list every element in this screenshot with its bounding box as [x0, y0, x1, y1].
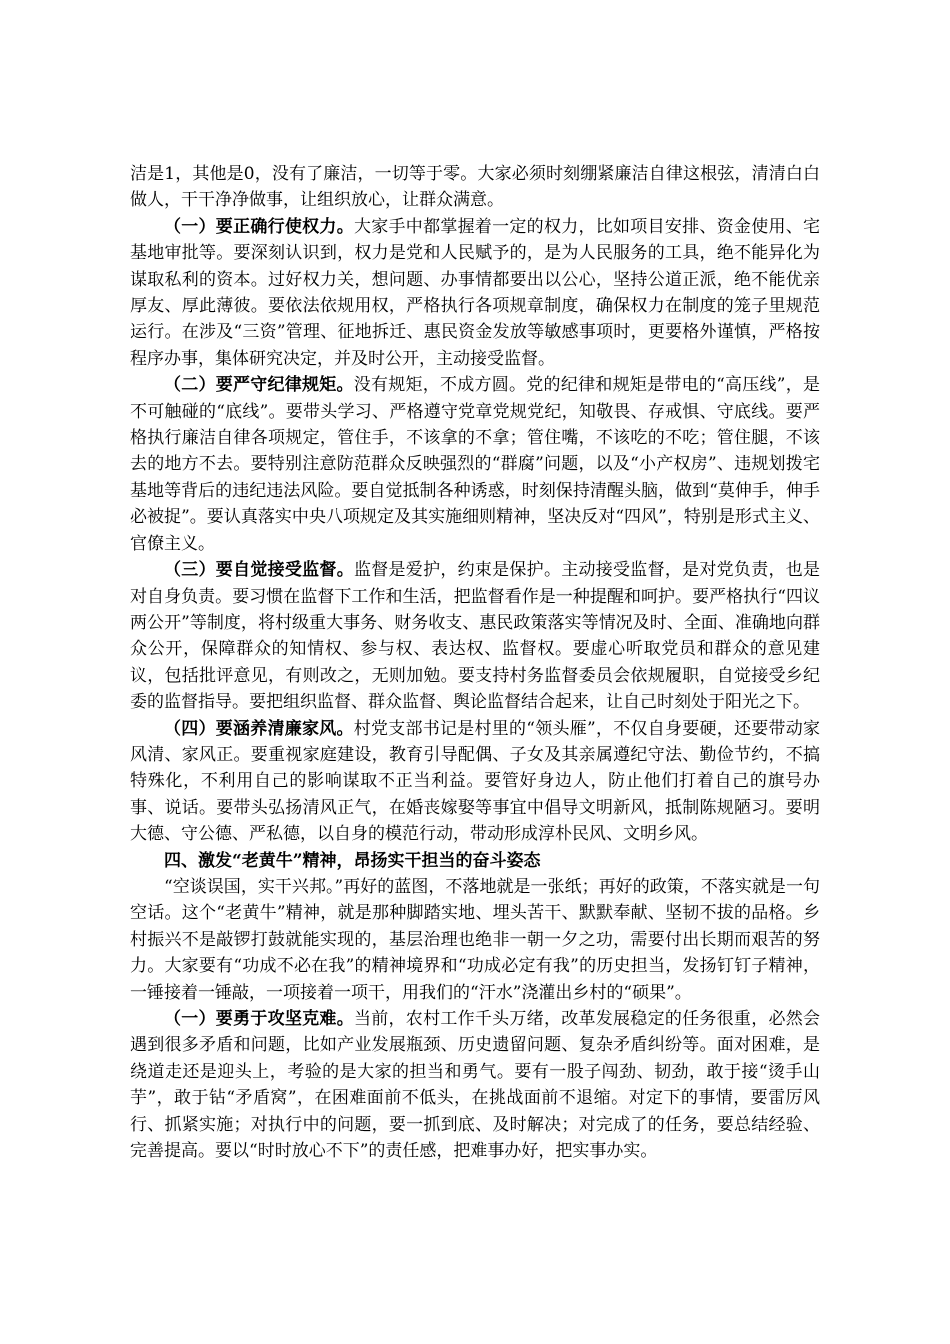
paragraph-1 [130, 161, 820, 214]
paragraph-text: 监督是爱护，约束是保护。主动接受监督，是对党负责，也是对自身负责。要习惯在监督下工作和生活，把监督看作是一种提醒和呵护。要严格执行“四议两公开”等制度，将村级重大事务、财务收支、惠民政策落实等情况及时、全面、准确地向群众公开，保障群众的知情权、参与权、表达权、监督权。要虚心听取党员和群众的意见建议，包括批评意见，有则改之，无则加勉。要支持村务监督委员会依规履职，自觉接受乡纪委的监督指导。要把组织监督、群众监督、舆论监督结合起来，让自己时刻处于阳光之下。 [130, 560, 821, 713]
paragraph-text: 洁是1，其他是0，没有了廉洁，一切等于零。大家必须时刻绷紧廉洁自律这根弦，清清白白做人，干干净净做事，让组织放心，让群众满意。 [130, 164, 820, 211]
paragraph-heading: （四）要涵养清廉家风。 [164, 718, 354, 739]
paragraph-text: 村党支部书记是村里的“领头雁”，不仅自身要硬，还要带动家风清、家风正。要重视家庭建设，教育引导配偶、子女及其亲属遵纪守法、勤俭节约，不搞特殊化，不利用自己的影响谋取不正当利益。要管好身边人，防止他们打着自己的旗号办事、说话。要带头弘扬清风正气，在婚丧嫁娶等事宜中倡导文明新风，抵制陈规陋习。要明大德、守公德、严私德，以自身的模范行动，带动形成淳朴民风、文明乡风。 [130, 718, 820, 845]
paragraph-7 [130, 874, 820, 1006]
paragraph-8 [130, 1006, 820, 1164]
paragraph-heading: （一）要正确行使权力。 [164, 216, 354, 237]
paragraph-2 [130, 214, 820, 372]
paragraph-5 [130, 716, 820, 848]
paragraph-text: 当前，农村工作千头万绪，改革发展稳定的任务很重，必然会遇到很多矛盾和问题，比如产业发展瓶颈、历史遗留问题、复杂矛盾纠纷等。面对困难，是绕道走还是迎头上，考验的是大家的担当和勇气。要有一股子闯劲、韧劲，敢于接“烫手山芋”，敢于钻“矛盾窝”，在困难面前不低头，在挑战面前不退缩。对定下的事情，要雷厉风行、抓紧实施；对执行中的问题，要一抓到底、及时解决；对完成了的任务，要总结经验、完善提高。要以“时时放心不下”的责任感，把难事办好，把实事办实。 [130, 1009, 821, 1162]
paragraph-heading: （一）要勇于攻坚克难。 [164, 1009, 354, 1029]
section-title: 四、激发“老黄牛”精神，昂扬实干担当的奋斗姿态 [164, 850, 541, 871]
paragraph-heading: （二）要严守纪律规矩。 [164, 375, 354, 396]
section-heading [130, 848, 820, 874]
document-body [130, 161, 820, 1164]
paragraph-text: 没有规矩，不成方圆。党的纪律和规矩是带电的“高压线”，是不可触碰的“底线”。要带头学习、严格遵守党章党规党纪，知敬畏、存戒惧、守底线。要严格执行廉洁自律各项规定，管住手，不该拿的不拿；管住嘴，不该吃的不吃；管住腿，不该去的地方不去。要特别注意防范群众反映强烈的“群腐”问题，以及“小产权房”、违规划拨宅基地等背后的违纪违法风险。要自觉抵制各种诱惑，时刻保持清醒头脑，做到“莫伸手，伸手必被捉”。要认真落实中央八项规定及其实施细则精神，坚决反对“四风”，特别是形式主义、官僚主义。 [130, 375, 820, 554]
paragraph-3 [130, 372, 820, 557]
paragraph-heading: （三）要自觉接受监督。 [164, 560, 354, 581]
paragraph-text: 大家手中都掌握着一定的权力，比如项目安排、资金使用、宅基地审批等。要深刻认识到，权力是党和人民赋予的，是为人民服务的工具，绝不能异化为谋取私利的资本。过好权力关，想问题、办事情都要出以公心，坚持公道正派，绝不能优亲厚友、厚此薄彼。要依法依规用权，严格执行各项规章制度，确保权力在制度的笼子里规范运行。在涉及“三资”管理、征地拆迁、惠民资金发放等敏感事项时，更要格外谨慎，严格按程序办事，集体研究决定，并及时公开，主动接受监督。 [130, 216, 821, 369]
paragraph-text: “空谈误国，实干兴邦。”再好的蓝图，不落地就是一张纸；再好的政策，不落实就是一句空话。这个“老黄牛”精神，就是那种脚踏实地、埋头苦干、默默奉献、坚韧不拔的品格。乡村振兴不是敲锣打鼓就能实现的，基层治理也绝非一朝一夕之功，需要付出长期而艰苦的努力。大家要有“功成不必在我”的精神境界和“功成必定有我”的历史担当，发扬钉钉子精神，一锤接着一锤敲，一项接着一项干，用我们的“汗水”浇灌出乡村的“硕果”。 [130, 876, 820, 1003]
paragraph-4 [130, 557, 820, 715]
